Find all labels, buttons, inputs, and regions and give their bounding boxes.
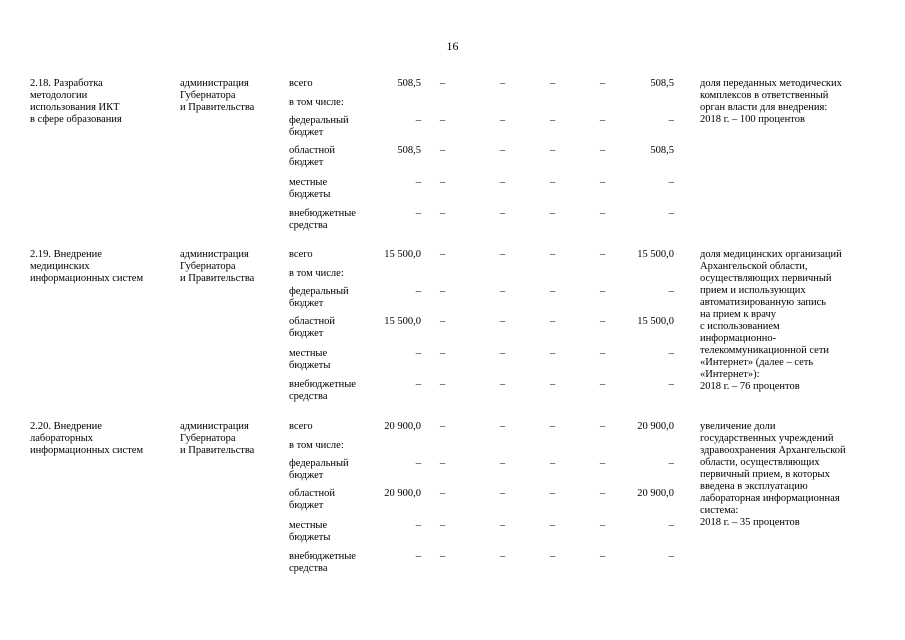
value-total: – (415, 348, 421, 359)
value-col-4: – (549, 145, 556, 156)
value-col-5: – (599, 78, 606, 89)
value-col-4: – (549, 551, 556, 562)
value-total: 508,5 (397, 145, 421, 156)
value-col-3: – (499, 348, 506, 359)
value-col-2: – (439, 208, 446, 219)
value-col-4: – (549, 249, 556, 260)
funding-row (0, 177, 905, 207)
funding-row (0, 458, 905, 488)
value-col-2: – (439, 78, 446, 89)
funding-source: областной бюджет (289, 145, 335, 168)
value-total: – (415, 379, 421, 390)
funding-source: местные бюджеты (289, 177, 331, 200)
value-total: – (415, 551, 421, 562)
value-total: – (415, 115, 421, 126)
value-col-2: – (439, 379, 446, 390)
value-col-6: 15 500,0 (637, 316, 674, 327)
value-col-5: – (599, 286, 606, 297)
funding-row (0, 316, 905, 346)
value-col-6: – (668, 458, 674, 469)
target-indicator: доля переданных методических комплексов в ответственный орган власти для внедрения: 2018 г. – 100 процентов (700, 78, 842, 125)
value-col-5: – (599, 458, 606, 469)
value-col-4: – (549, 115, 556, 126)
value-col-6: 15 500,0 (637, 249, 674, 260)
funding-row (0, 551, 905, 581)
value-col-3: – (499, 458, 506, 469)
funding-source: местные бюджеты (289, 520, 331, 543)
page-number: 16 (446, 39, 459, 53)
value-col-5: – (599, 520, 606, 531)
value-col-5: – (599, 379, 606, 390)
value-col-3: – (499, 316, 506, 327)
value-total: 15 500,0 (384, 316, 421, 327)
value-total: 15 500,0 (384, 249, 421, 260)
value-col-4: – (549, 379, 556, 390)
value-total: – (415, 286, 421, 297)
value-col-5: – (599, 208, 606, 219)
funding-row (0, 286, 905, 316)
funding-source: областной бюджет (289, 488, 335, 511)
value-col-6: – (668, 379, 674, 390)
funding-source: всего (289, 249, 313, 260)
funding-row (0, 208, 905, 238)
value-col-6: 20 900,0 (637, 488, 674, 499)
value-col-6: – (668, 551, 674, 562)
value-col-6: 508,5 (650, 78, 674, 89)
funding-source: всего (289, 78, 313, 89)
funding-row (0, 520, 905, 550)
value-col-4: – (549, 348, 556, 359)
value-col-4: – (549, 316, 556, 327)
value-col-6: – (668, 286, 674, 297)
value-col-4: – (549, 177, 556, 188)
value-col-3: – (499, 78, 506, 89)
value-col-2: – (439, 551, 446, 562)
value-col-2: – (439, 316, 446, 327)
value-col-3: – (499, 177, 506, 188)
value-total: – (415, 177, 421, 188)
funding-source: областной бюджет (289, 316, 335, 339)
value-col-2: – (439, 145, 446, 156)
value-total: 20 900,0 (384, 488, 421, 499)
value-col-6: – (668, 520, 674, 531)
value-col-5: – (599, 145, 606, 156)
value-col-6: – (668, 177, 674, 188)
value-col-6: – (668, 348, 674, 359)
funding-source: внебюджетные средства (289, 208, 356, 231)
value-col-3: – (499, 115, 506, 126)
value-col-2: – (439, 286, 446, 297)
funding-source: федеральный бюджет (289, 115, 349, 138)
value-col-4: – (549, 208, 556, 219)
target-indicator: увеличение доли государственных учреждений здравоохранения Архангельской области, осуществляющих первичный прием, в которых введена в эксплуатацию лабораторная информационная система: 2018 г. – 35 процентов (700, 421, 846, 528)
value-col-4: – (549, 78, 556, 89)
value-col-5: – (599, 249, 606, 260)
value-col-2: – (439, 458, 446, 469)
funding-source: в том числе: (289, 268, 344, 279)
value-col-5: – (599, 177, 606, 188)
value-col-2: – (439, 177, 446, 188)
value-col-4: – (549, 520, 556, 531)
measure-title: 2.19. Внедрение медицинских информационных систем (30, 249, 144, 284)
value-col-6: 20 900,0 (637, 421, 674, 432)
target-indicator: доля медицинских организаций Архангельской области, осуществляющих первичный прием и использующих автоматизированную запись на прием к врачу с использованием информационно- телекоммуникационной сети «Интернет» (далее – сеть «Интернет»): 2018 г. – 76 процентов (700, 249, 842, 392)
value-col-6: – (668, 208, 674, 219)
value-col-4: – (549, 458, 556, 469)
value-col-5: – (599, 348, 606, 359)
funding-source: федеральный бюджет (289, 286, 349, 309)
value-col-4: – (549, 488, 556, 499)
value-col-2: – (439, 421, 446, 432)
measure-title: 2.20. Внедрение лабораторных информационных систем (30, 421, 144, 456)
value-col-4: – (549, 421, 556, 432)
funding-row (0, 145, 905, 175)
funding-source: федеральный бюджет (289, 458, 349, 481)
executor: администрация Губернатора и Правительства (180, 421, 255, 456)
value-col-3: – (499, 488, 506, 499)
funding-row (0, 379, 905, 409)
value-col-3: – (499, 379, 506, 390)
value-col-2: – (439, 520, 446, 531)
value-col-2: – (439, 488, 446, 499)
value-col-3: – (499, 551, 506, 562)
value-col-5: – (599, 551, 606, 562)
funding-source: внебюджетные средства (289, 379, 356, 402)
value-col-4: – (549, 286, 556, 297)
value-col-3: – (499, 145, 506, 156)
value-col-3: – (499, 208, 506, 219)
value-col-5: – (599, 115, 606, 126)
measure-title: 2.18. Разработка методологии использования ИКТ в сфере образования (30, 78, 122, 125)
funding-source: внебюджетные средства (289, 551, 356, 574)
value-col-2: – (439, 249, 446, 260)
value-total: 20 900,0 (384, 421, 421, 432)
value-col-2: – (439, 348, 446, 359)
value-total: – (415, 208, 421, 219)
funding-source: местные бюджеты (289, 348, 331, 371)
value-col-5: – (599, 488, 606, 499)
executor: администрация Губернатора и Правительства (180, 78, 255, 113)
value-col-3: – (499, 421, 506, 432)
value-col-6: – (668, 115, 674, 126)
funding-source: в том числе: (289, 97, 344, 108)
value-total: 508,5 (397, 78, 421, 89)
funding-source: всего (289, 421, 313, 432)
value-col-3: – (499, 249, 506, 260)
funding-source: в том числе: (289, 440, 344, 451)
funding-row (0, 115, 905, 145)
value-total: – (415, 520, 421, 531)
value-col-3: – (499, 286, 506, 297)
funding-row (0, 488, 905, 518)
executor: администрация Губернатора и Правительства (180, 249, 255, 284)
funding-row (0, 348, 905, 378)
value-col-3: – (499, 520, 506, 531)
value-total: – (415, 458, 421, 469)
value-col-6: 508,5 (650, 145, 674, 156)
value-col-5: – (599, 421, 606, 432)
value-col-5: – (599, 316, 606, 327)
value-col-2: – (439, 115, 446, 126)
